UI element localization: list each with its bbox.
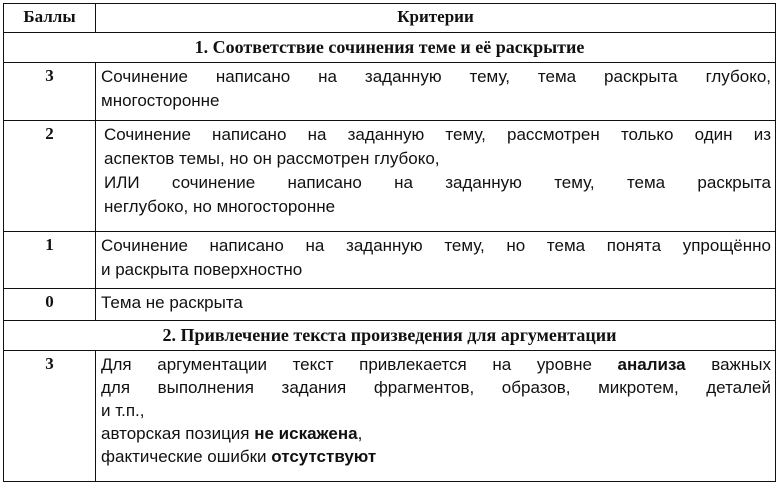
criteria-text: авторская позиция [101, 424, 255, 443]
criteria-line: Тема не раскрыта [101, 293, 243, 312]
header-criteria: Критерии [397, 7, 474, 26]
table-row [4, 120, 775, 231]
criteria-text: фактические ошибки [101, 447, 272, 466]
section-1-row [4, 32, 775, 62]
section-2-row [4, 320, 775, 350]
criteria-cell [96, 232, 775, 288]
criteria-line [101, 422, 771, 445]
criteria-line: и т.п., [101, 401, 145, 420]
score-cell [4, 232, 96, 288]
criteria-cell [96, 63, 775, 120]
table-row [4, 350, 775, 482]
criteria-cell [96, 121, 775, 231]
criteria-line: и раскрыта поверхностно [101, 260, 303, 279]
table-row [4, 288, 775, 320]
criteria-line [101, 353, 771, 376]
criteria-cell [96, 289, 775, 320]
section-1-title: 1. Соответствие сочинения теме и её раскрытие [194, 37, 585, 57]
criteria-emphasis: отсутствуют [271, 447, 377, 466]
section-2-title: 2. Привлечение текста произведения для аргументации [162, 325, 617, 345]
score-value: 0 [45, 292, 54, 311]
criteria-cell [96, 351, 775, 482]
criteria-line: ИЛИ сочинение написано на заданную тему, тема раскрыта [104, 173, 771, 192]
criteria-line: для выполнения задания фрагментов, образов, микротем, деталей [101, 378, 771, 397]
criteria-text: Для аргументации текст привлекается на уровне [101, 355, 618, 374]
criteria-text: важных [685, 355, 771, 374]
header-score: Баллы [4, 4, 96, 32]
criteria-line: многосторонне [101, 91, 220, 110]
table-header-row [4, 4, 775, 32]
criteria-emphasis: не искажена [254, 424, 358, 443]
criteria-line: Сочинение написано на заданную тему, но тема понята упрощённо [101, 236, 771, 255]
criteria-line: Сочинение написано на заданную тему, тема раскрыта глубоко, [101, 67, 771, 86]
score-cell [4, 351, 96, 482]
table-row [4, 62, 775, 120]
criteria-table [3, 3, 776, 482]
table-row [4, 231, 775, 288]
criteria-line: аспектов темы, но он рассмотрен глубоко, [104, 149, 440, 168]
criteria-text: , [357, 424, 363, 443]
score-value: 3 [45, 354, 54, 373]
score-cell [4, 121, 96, 231]
score-value: 3 [45, 66, 54, 85]
criteria-line: неглубоко, но многосторонне [104, 197, 336, 216]
criteria-line: Сочинение написано на заданную тему, рассмотрен только один из [104, 125, 771, 144]
criteria-emphasis: анализа [617, 355, 686, 374]
score-value: 2 [45, 124, 54, 143]
score-cell [4, 289, 96, 320]
criteria-line [101, 445, 771, 468]
score-value: 1 [45, 235, 54, 254]
score-cell [4, 63, 96, 120]
